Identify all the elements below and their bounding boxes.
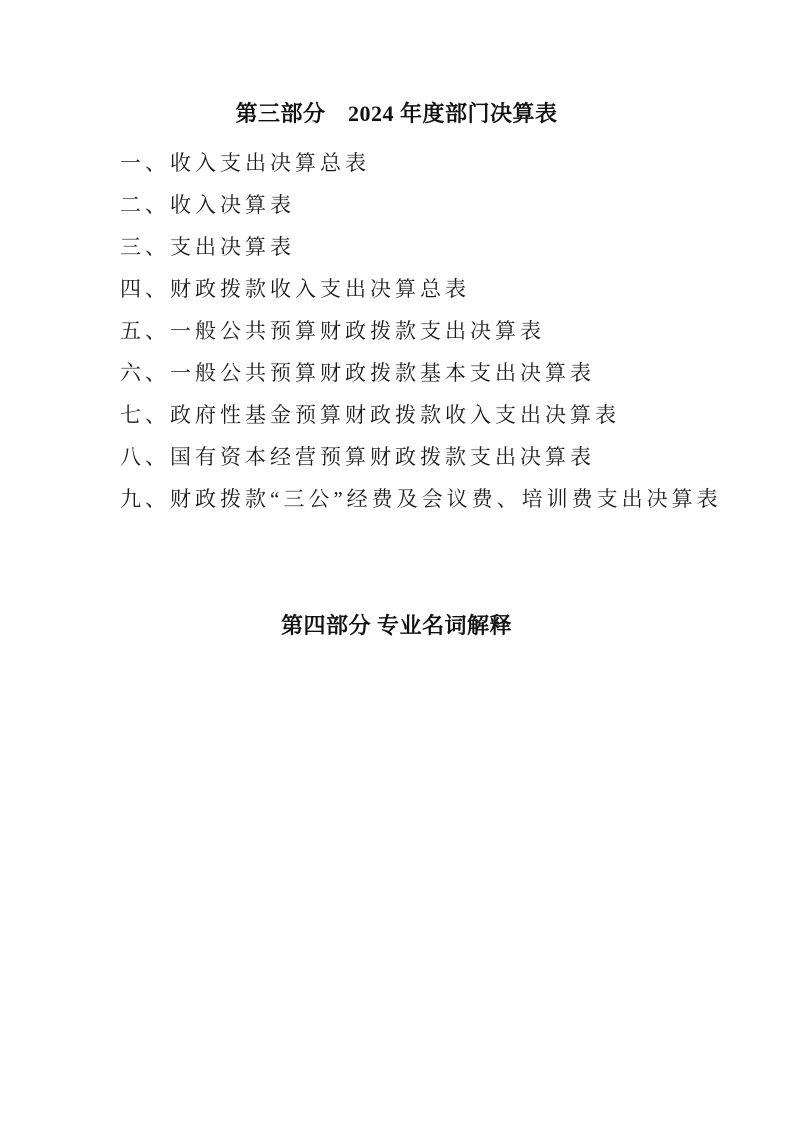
section4-heading: 第四部分 专业名词解释 — [280, 613, 512, 638]
toc-item: 三、支出决算表 — [120, 235, 295, 259]
toc-item: 五、一般公共预算财政拨款支出决算表 — [120, 319, 545, 343]
section3-toc-list — [0, 153, 793, 510]
toc-item: 二、收入决算表 — [120, 193, 295, 217]
section3-heading: 第三部分 2024 年度部门决算表 — [235, 101, 558, 126]
toc-item: 一、收入支出决算总表 — [120, 151, 370, 175]
toc-item: 八、国有资本经营预算财政拨款支出决算表 — [120, 445, 595, 469]
toc-item: 七、政府性基金预算财政拨款收入支出决算表 — [120, 403, 620, 427]
toc-item: 九、财政拨款“三公”经费及会议费、培训费支出决算表 — [120, 487, 722, 511]
toc-item: 六、一般公共预算财政拨款基本支出决算表 — [120, 361, 595, 385]
toc-item: 四、财政拨款收入支出决算总表 — [120, 277, 470, 301]
